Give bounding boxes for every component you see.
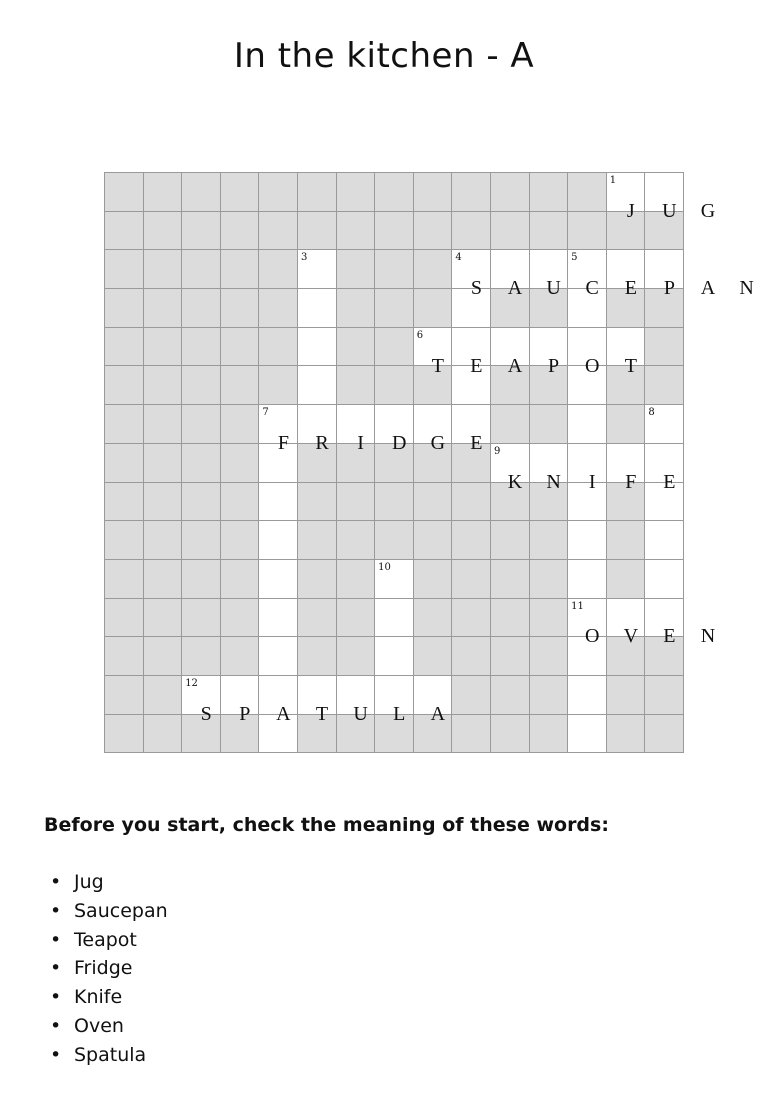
clue-number: 12 (185, 677, 198, 689)
clue-number: 9 (493, 445, 501, 457)
crossword-cell (607, 405, 646, 444)
crossword-letter: A (276, 702, 291, 725)
crossword-cell (221, 637, 260, 676)
crossword-cell (568, 715, 607, 754)
crossword-cell (182, 444, 221, 483)
page-title: In the kitchen - A (233, 36, 535, 76)
crossword-cell (645, 715, 684, 754)
crossword-cell (645, 366, 684, 405)
crossword-cell (144, 444, 183, 483)
crossword-cell (105, 173, 144, 212)
crossword-cell (144, 599, 183, 638)
crossword-cell (221, 212, 260, 251)
crossword-cell (259, 521, 298, 560)
crossword-cell (414, 637, 453, 676)
crossword-cell (144, 366, 183, 405)
crossword-cell (491, 599, 530, 638)
crossword-cell (221, 599, 260, 638)
crossword-cell (491, 715, 530, 754)
crossword-letter: U (546, 277, 561, 300)
crossword-cell (182, 599, 221, 638)
crossword-letter: E (470, 354, 483, 377)
crossword-cell (259, 289, 298, 328)
crossword-cell (452, 715, 491, 754)
crossword-cell (491, 173, 530, 212)
crossword-cell (182, 366, 221, 405)
crossword-cell (144, 405, 183, 444)
crossword-cell (491, 637, 530, 676)
crossword-letter: P (239, 702, 251, 725)
crossword-cell (144, 212, 183, 251)
crossword-cell (259, 250, 298, 289)
crossword-letter: A (430, 702, 446, 725)
crossword-cell (144, 328, 183, 367)
crossword-letter: D (391, 431, 407, 454)
crossword-cell (645, 405, 684, 444)
crossword-cell (298, 289, 337, 328)
crossword-cell (568, 676, 607, 715)
clue-number: 7 (262, 407, 269, 419)
crossword-cell (645, 560, 684, 599)
crossword-cell (337, 483, 376, 522)
crossword-cell (607, 715, 646, 754)
crossword-cell (105, 366, 144, 405)
crossword-cell (144, 289, 183, 328)
crossword-cell (337, 599, 376, 638)
crossword-cell (375, 366, 414, 405)
crossword-letter: E (470, 431, 483, 454)
crossword-letter: K (507, 470, 523, 493)
crossword-cell (337, 637, 376, 676)
crossword-cell (452, 560, 491, 599)
crossword-cell (298, 212, 337, 251)
crossword-cell (530, 637, 569, 676)
crossword-cell (607, 560, 646, 599)
crossword-cell (144, 173, 183, 212)
crossword-letter: S (470, 277, 482, 300)
crossword-cell (414, 560, 453, 599)
crossword-cell (337, 173, 376, 212)
crossword-cell (221, 444, 260, 483)
crossword-cell (530, 212, 569, 251)
crossword-cell (414, 483, 453, 522)
crossword-cell (414, 173, 453, 212)
clue-number: 5 (571, 252, 578, 264)
crossword-cell (452, 599, 491, 638)
crossword-letter: G (430, 431, 446, 454)
crossword-letter: N (700, 625, 716, 648)
crossword-cell (182, 637, 221, 676)
crossword-letter: T (431, 354, 444, 377)
crossword-letter: L (393, 702, 406, 725)
clue-number: 1 (609, 175, 617, 186)
crossword-cell (491, 521, 530, 560)
crossword-cell (337, 328, 376, 367)
crossword-cell (221, 289, 260, 328)
crossword-cell (259, 173, 298, 212)
crossword-cell (221, 560, 260, 599)
clue-number: 10 (378, 561, 391, 573)
crossword-letter: U (662, 199, 677, 222)
crossword-cell (182, 483, 221, 522)
crossword-cell (375, 212, 414, 251)
crossword-letter: P (548, 354, 560, 377)
crossword-cell (337, 250, 376, 289)
vocab-item: • Saucepan (44, 897, 168, 926)
crossword-cell (144, 676, 183, 715)
crossword-letter: U (353, 702, 368, 725)
crossword-letter: N (739, 277, 754, 300)
crossword-letter: G (700, 199, 716, 222)
crossword-letter: A (507, 354, 523, 377)
crossword-cell (414, 599, 453, 638)
crossword-cell (144, 560, 183, 599)
crossword-cell (645, 328, 684, 367)
crossword-cell (105, 521, 144, 560)
crossword-cell (144, 521, 183, 560)
crossword-cell (568, 560, 607, 599)
crossword-letter: O (584, 625, 600, 648)
vocab-item: • Teapot (44, 926, 168, 955)
crossword-cell (105, 483, 144, 522)
crossword-letter: E (663, 625, 676, 648)
crossword-cell (144, 637, 183, 676)
crossword-cell (568, 212, 607, 251)
crossword-cell (375, 250, 414, 289)
crossword-letter: F (625, 470, 637, 493)
crossword-cell (337, 289, 376, 328)
crossword-cell (491, 676, 530, 715)
crossword-cell (182, 212, 221, 251)
crossword-cell (337, 521, 376, 560)
crossword-letter: P (663, 277, 675, 300)
crossword-cell (259, 483, 298, 522)
crossword-cell (259, 560, 298, 599)
crossword-cell (182, 405, 221, 444)
crossword-letter: T (624, 354, 637, 377)
crossword-cell (105, 676, 144, 715)
crossword-letter: A (507, 277, 523, 300)
crossword-cell (221, 328, 260, 367)
crossword-cell (105, 715, 144, 754)
crossword-cell (530, 173, 569, 212)
crossword-letter: T (315, 702, 329, 725)
crossword-cell (530, 676, 569, 715)
crossword-cell (182, 289, 221, 328)
crossword-letter: I (357, 431, 364, 454)
crossword-letter: F (277, 431, 289, 454)
crossword-cell (530, 715, 569, 754)
crossword-cell (221, 405, 260, 444)
crossword-cell (414, 521, 453, 560)
crossword-cell (452, 173, 491, 212)
crossword-letter: N (546, 470, 561, 493)
crossword-cell (221, 366, 260, 405)
crossword-cell (221, 483, 260, 522)
crossword-grid (104, 172, 684, 753)
crossword-cell (375, 328, 414, 367)
crossword-cell (259, 366, 298, 405)
crossword-cell (530, 521, 569, 560)
crossword-cell (337, 212, 376, 251)
crossword-cell (452, 521, 491, 560)
crossword-cell (375, 560, 414, 599)
crossword-cell (105, 250, 144, 289)
crossword-cell (259, 328, 298, 367)
vocabulary-list (44, 868, 168, 1070)
crossword-cell (105, 328, 144, 367)
crossword-cell (530, 560, 569, 599)
crossword-cell (182, 173, 221, 212)
clue-number: 11 (571, 600, 584, 612)
crossword-cell (105, 212, 144, 251)
crossword-cell (105, 560, 144, 599)
crossword-cell (298, 521, 337, 560)
crossword-cell (375, 483, 414, 522)
clue-number: 4 (455, 252, 462, 264)
crossword-cell (337, 366, 376, 405)
crossword-cell (259, 212, 298, 251)
crossword-cell (452, 676, 491, 715)
crossword-letter: J (626, 199, 635, 222)
crossword-cell (452, 212, 491, 251)
vocab-item: • Jug (44, 868, 168, 897)
crossword-letter: S (200, 702, 212, 725)
crossword-cell (491, 405, 530, 444)
crossword-cell (105, 444, 144, 483)
crossword-letter: I (588, 470, 596, 493)
crossword-cell (144, 483, 183, 522)
vocab-item: • Fridge (44, 954, 168, 983)
crossword-cell (144, 250, 183, 289)
crossword-cell (375, 173, 414, 212)
crossword-cell (182, 328, 221, 367)
crossword-letter: A (700, 277, 716, 300)
crossword-cell (221, 521, 260, 560)
crossword-cell (182, 521, 221, 560)
crossword-cell (105, 599, 144, 638)
crossword-cell (259, 599, 298, 638)
crossword-cell (221, 173, 260, 212)
crossword-cell (375, 521, 414, 560)
crossword-cell (298, 599, 337, 638)
crossword-cell (298, 173, 337, 212)
clue-number: 3 (300, 252, 308, 264)
crossword-cell (375, 289, 414, 328)
crossword-letter: E (663, 470, 676, 493)
instructions-heading: Before you start, check the meaning of these words: (44, 814, 609, 836)
vocab-item: • Oven (44, 1012, 168, 1041)
crossword-letter: E (624, 277, 637, 300)
crossword-cell (645, 676, 684, 715)
clue-number: 8 (648, 407, 655, 419)
crossword-cell (530, 599, 569, 638)
crossword-cell (607, 521, 646, 560)
crossword-cell (568, 521, 607, 560)
crossword-cell (568, 405, 607, 444)
crossword-cell (298, 366, 337, 405)
crossword-cell (645, 521, 684, 560)
crossword-cell (607, 676, 646, 715)
crossword-cell (414, 289, 453, 328)
crossword-cell (105, 405, 144, 444)
crossword-cell (414, 250, 453, 289)
crossword-cell (144, 715, 183, 754)
crossword-letter: V (623, 625, 639, 648)
crossword-cell (568, 173, 607, 212)
clue-number: 6 (416, 329, 424, 341)
crossword-cell (452, 637, 491, 676)
crossword-cell (221, 250, 260, 289)
crossword-cell (182, 560, 221, 599)
crossword-letter: O (584, 354, 600, 377)
crossword-cell (182, 250, 221, 289)
vocab-item: • Knife (44, 983, 168, 1012)
crossword-cell (298, 560, 337, 599)
crossword-cell (375, 637, 414, 676)
crossword-cell (452, 483, 491, 522)
crossword-cell (105, 289, 144, 328)
vocab-item: • Spatula (44, 1041, 168, 1070)
crossword-cell (414, 212, 453, 251)
crossword-cell (491, 212, 530, 251)
crossword-cell (259, 637, 298, 676)
crossword-cell (530, 405, 569, 444)
crossword-letter: C (585, 277, 599, 300)
crossword-cell (375, 599, 414, 638)
crossword-letter: R (315, 431, 329, 454)
crossword-cell (298, 328, 337, 367)
crossword-cell (105, 637, 144, 676)
crossword-cell (298, 483, 337, 522)
crossword-cell (298, 250, 337, 289)
crossword-cell (337, 560, 376, 599)
crossword-cell (298, 637, 337, 676)
crossword-cell (491, 560, 530, 599)
